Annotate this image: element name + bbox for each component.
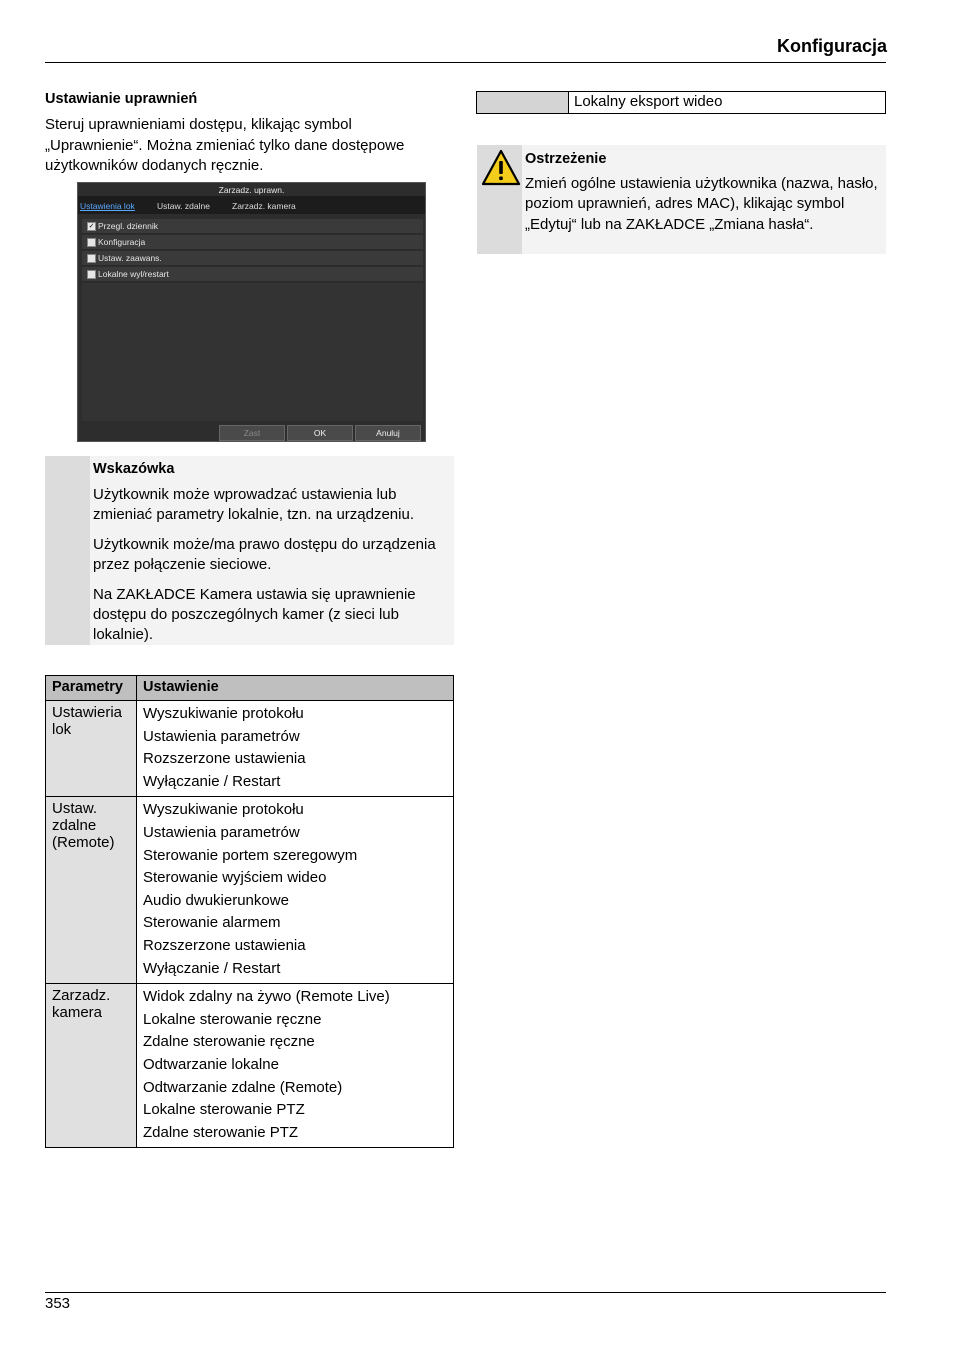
device-tab-bar (78, 196, 425, 214)
table-param-cell: Ustawieria lok (46, 701, 137, 797)
table-value: Odtwarzanie zdalne (Remote) (143, 1078, 343, 1096)
table-value: Odtwarzanie lokalne (143, 1055, 279, 1073)
device-option-label: Ustaw. zaawans. (98, 253, 162, 263)
device-option-advanced[interactable] (82, 251, 423, 266)
table-row (46, 701, 454, 797)
continuation-value-cell: Lokalny eksport wideo (574, 93, 723, 110)
table-values-cell (137, 797, 454, 984)
table-header-param: Parametry (46, 676, 137, 701)
table-value: Sterowanie wyjściem wideo (143, 869, 327, 887)
table-value: Wyszukiwanie protokołu (143, 705, 304, 722)
table-value: Ustawienia parametrów (143, 727, 300, 745)
device-tab-camera[interactable]: Zarzadz. kamera (232, 201, 296, 211)
continuation-table-row (476, 91, 886, 114)
device-ok-button[interactable]: OK (287, 425, 353, 441)
warning-triangle-icon (480, 148, 522, 188)
device-permissions-screenshot (77, 182, 426, 442)
device-option-config[interactable] (82, 235, 423, 250)
checkbox-icon[interactable] (87, 270, 96, 279)
hint-paragraph: Na ZAKŁADCE Kamera ustawia się uprawnienie dostępu do poszczególnych kamer (z sieci lub lokalnie). (93, 586, 416, 643)
section-title: Ustawianie uprawnień (45, 91, 198, 107)
intro-paragraph (45, 115, 450, 177)
device-option-log[interactable] (82, 219, 423, 234)
hint-paragraph: Użytkownik może/ma prawo dostępu do urządzenia przez połączenie sieciowe. (93, 536, 436, 573)
page-number: 353 (45, 1295, 71, 1312)
table-value: Widok zdalny na żywo (Remote Live) (143, 988, 390, 1006)
hint-title: Wskazówka (93, 461, 175, 477)
warning-box (477, 145, 886, 254)
warning-title: Ostrzeżenie (525, 151, 607, 167)
device-option-restart[interactable] (82, 267, 423, 282)
table-value: Zdalne sterowanie ręczne (143, 1033, 315, 1051)
table-value: Ustawienia parametrów (143, 823, 300, 841)
permissions-table (45, 675, 454, 1148)
device-tab-local[interactable]: Ustawienia lok (80, 201, 135, 211)
continuation-param-cell (477, 92, 569, 113)
hint-body (93, 459, 449, 655)
checkbox-icon[interactable] (87, 238, 96, 247)
device-option-list (82, 219, 423, 283)
checkbox-checked-icon[interactable]: ✓ (88, 223, 95, 230)
checkbox-icon[interactable] (87, 254, 96, 263)
header-rule (45, 62, 886, 63)
table-value: Wyłączanie / Restart (143, 959, 281, 977)
table-value: Lokalne sterowanie ręczne (143, 1010, 322, 1028)
table-value: Audio dwukierunkowe (143, 891, 289, 909)
table-value: Rozszerzone ustawienia (143, 750, 306, 768)
device-tab-remote[interactable]: Ustaw. zdalne (157, 201, 210, 211)
hint-sidebar (45, 456, 90, 645)
table-row (46, 984, 454, 1148)
table-header-setting: Ustawienie (137, 676, 454, 701)
warning-body (525, 149, 881, 235)
table-value: Sterowanie portem szeregowym (143, 846, 358, 864)
device-empty-area (82, 283, 423, 421)
table-header-row (46, 676, 454, 701)
device-option-label: Przegl. dziennik (98, 221, 159, 231)
table-value: Lokalne sterowanie PTZ (143, 1101, 305, 1119)
device-option-label: Lokalne wyl/restart (98, 269, 169, 279)
table-value: Wyszukiwanie protokołu (143, 801, 304, 819)
hint-paragraph: Użytkownik może wprowadzać ustawienia lub zmieniać parametry lokalnie, tzn. na urządzeniu. (93, 486, 414, 523)
table-param-cell: Zarzadz. kamera (46, 984, 137, 1148)
table-values-cell (137, 984, 454, 1148)
page-header-title: Konfiguracja (776, 36, 887, 56)
device-option-label: Konfiguracja (98, 237, 146, 247)
table-value: Zdalne sterowanie PTZ (143, 1123, 299, 1141)
table-value: Rozszerzone ustawienia (143, 936, 306, 954)
table-value: Wyłączanie / Restart (143, 772, 281, 790)
table-param-cell: Ustaw. zdalne (Remote) (46, 797, 137, 984)
table-values-cell (137, 701, 454, 797)
device-dialog-title: Zarzadz. uprawn. (218, 185, 285, 195)
warning-text: Zmień ogólne ustawienia użytkownika (nazwa, hasło, poziom uprawnień, adres MAC), klikając symbol „Edytuj“ lub na ZAKŁADCE „Zmiana hasła“. (525, 174, 878, 233)
table-value: Sterowanie alarmem (143, 914, 281, 932)
hint-box (45, 456, 454, 645)
footer-rule (45, 1292, 886, 1293)
device-apply-button[interactable]: Zast (219, 425, 285, 441)
device-cancel-button[interactable]: Anuluj (355, 425, 421, 441)
intro-text: Steruj uprawnieniami dostępu, klikając symbol „Uprawnienie“. Można zmieniać tylko dane dostępowe użytkowników dodanych ręcznie. (45, 116, 405, 174)
table-row (46, 797, 454, 984)
